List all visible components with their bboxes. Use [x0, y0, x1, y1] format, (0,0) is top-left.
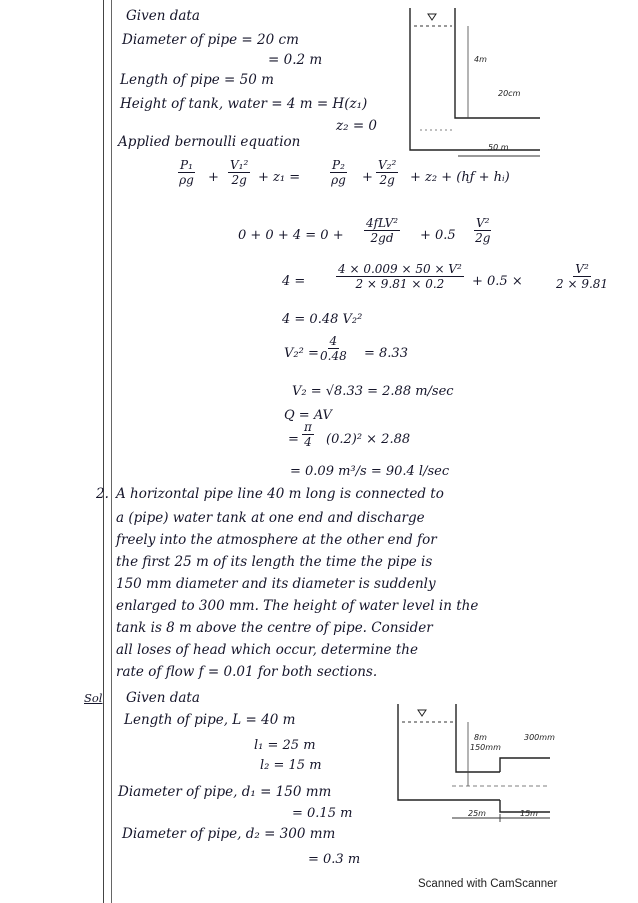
scanner-watermark: Scanned with CamScanner [418, 878, 558, 890]
diameter-d2-line: Diameter of pipe, d₂ = 300 mm [122, 826, 336, 842]
question-line-3: freely into the atmosphere at the other end for [116, 532, 437, 548]
length-line: Length of pipe = 50 m [120, 72, 274, 88]
eq9-result: = 0.09 m³/s = 90.4 l/sec [290, 464, 450, 479]
question-line-1: A horizontal pipe line 40 m long is connected to [116, 486, 444, 502]
fraction-big: $\frac{\text{4 × 0.009 × 50 × V²}}{2 \times 9.81 \times 0.2}$ [338, 262, 462, 291]
fraction-4flv: 4fLV² 2gd [366, 216, 399, 245]
eq1-plus2: + [362, 170, 373, 185]
length-line-2: Length of pipe, L = 40 m [124, 712, 296, 728]
fraction-p2: $\frac{\text{P₂}}{\rho g}$ [331, 158, 346, 187]
eq5-lhs: V₂² = [284, 346, 319, 361]
l2-line: l₂ = 15 m [260, 758, 322, 773]
eq5-rhs: = 8.33 [364, 346, 408, 361]
eq4: 4 = 0.48 V₂² [282, 312, 363, 327]
eq8-rhs: (0.2)² × 2.88 [326, 432, 411, 447]
question-line-7: tank is 8 m above the centre of pipe. Consider [116, 620, 433, 636]
z2-line: z₂ = 0 [336, 118, 378, 134]
fraction-v-2g: $\frac{\text{V²}}{2g}$ [475, 216, 491, 245]
eq3-plus: + 0.5 × [472, 274, 523, 289]
svg-text:20cm: 20cm [498, 89, 521, 98]
svg-text:150mm: 150mm [470, 743, 501, 752]
question-line-8: all loses of head which occur, determine the [116, 642, 418, 658]
question-line-5: 150 mm diameter and its diameter is suddenly [116, 576, 436, 592]
height-line: Height of tank, water = 4 m = H(z₁) [120, 96, 368, 112]
svg-text:25m: 25m [468, 809, 486, 818]
fraction-pi-4: $\frac{\pi}{4}$ [304, 420, 312, 449]
question-number: 2. [96, 486, 109, 502]
eq1-plus: + [208, 170, 219, 185]
solution-label: Sol [84, 691, 103, 705]
diameter-meters: = 0.2 m [268, 52, 323, 68]
eq1-tail: + z₂ + (hƒ + hᵢ) [410, 170, 510, 185]
applied-bernoulli: Applied bernoulli equation [118, 134, 301, 150]
eq6: V₂ = √8.33 = 2.88 m/sec [292, 384, 454, 399]
question-line-2: a (pipe) water tank at one end and discharge [116, 510, 425, 526]
fraction-v1: $\frac{\text{V₁²}}{2g}$ [230, 158, 249, 187]
diameter-d1-line: Diameter of pipe, d₁ = 150 mm [118, 784, 332, 800]
diameter-d1-meters: = 0.15 m [292, 806, 353, 821]
tank-diagram-2 [398, 704, 555, 822]
diameter-line: Diameter of pipe = 20 cm [122, 32, 299, 48]
fraction-v2: $\frac{\text{V₂²}}{2g}$ [378, 158, 397, 187]
question-line-6: enlarged to 300 mm. The height of water level in the [116, 598, 479, 614]
svg-text:8m: 8m [474, 733, 487, 742]
fraction-p1: $\frac{\text{P₁}}{\rho g}$ [179, 158, 194, 187]
l1-line: l₁ = 25 m [254, 738, 316, 753]
tank-diagram-1 [410, 8, 540, 156]
svg-text:15m: 15m [520, 809, 538, 818]
fraction-v-2x981: $\frac{\text{V²}}{2 \times 9.81}$ [556, 262, 609, 291]
question-line-9: rate of flow f = 0.01 for both sections. [116, 664, 378, 680]
given-data-heading: Given data [126, 8, 200, 24]
eq1-z1: + z₁ = [258, 170, 301, 185]
eq8-lhs: = [288, 432, 299, 447]
diameter-d2-meters: = 0.3 m [308, 852, 361, 867]
given-data-heading-2: Given data [126, 690, 200, 706]
svg-text:50 m: 50 m [488, 143, 509, 152]
svg-text:4m: 4m [474, 55, 487, 64]
svg-text:300mm: 300mm [524, 733, 555, 742]
eq2-lhs: 0 + 0 + 4 = 0 + [238, 228, 344, 243]
question-line-4: the first 25 m of its length the time the pipe is [116, 554, 433, 570]
eq7: Q = AV [284, 408, 332, 423]
eq2-plus: + 0.5 [420, 228, 456, 243]
eq3-lhs: 4 = [282, 274, 306, 289]
fraction-4-048: $\frac{4}{0.48}$ [320, 334, 347, 363]
